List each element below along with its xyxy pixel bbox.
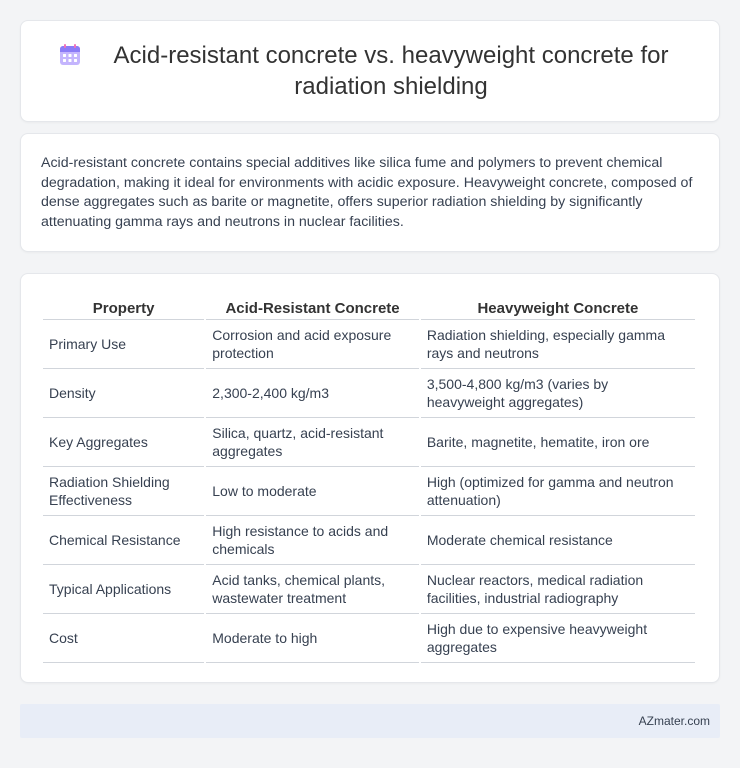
footer-bar — [20, 704, 720, 738]
cell-acid-resistant: Moderate to high — [206, 614, 419, 663]
cell-heavyweight: Radiation shielding, especially gamma rays and neutrons — [421, 320, 695, 369]
title-wrap — [59, 40, 681, 102]
cell-heavyweight: Nuclear reactors, medical radiation facilities, industrial radiography — [421, 565, 695, 614]
cell-acid-resistant: Silica, quartz, acid-resistant aggregates — [206, 418, 419, 467]
cell-acid-resistant: Corrosion and acid exposure protection — [206, 320, 419, 369]
cell-heavyweight: Barite, magnetite, hematite, iron ore — [421, 418, 695, 467]
table-row — [43, 467, 695, 516]
cell-property: Cost — [43, 614, 204, 663]
cell-acid-resistant: Low to moderate — [206, 467, 419, 516]
table-row — [43, 369, 695, 418]
cell-acid-resistant: Acid tanks, chemical plants, wastewater treatment — [206, 565, 419, 614]
header-property: Property — [43, 294, 204, 320]
cell-property: Typical Applications — [43, 565, 204, 614]
intro-card — [20, 133, 720, 252]
comparison-table — [41, 294, 697, 663]
table-header-row — [43, 294, 695, 320]
cell-property: Radiation Shielding Effectiveness — [43, 467, 204, 516]
calendar-grid-icon — [59, 44, 81, 66]
cell-acid-resistant: 2,300-2,400 kg/m3 — [206, 369, 419, 418]
header-acid-resistant: Acid-Resistant Concrete — [206, 294, 419, 320]
cell-heavyweight: High (optimized for gamma and neutron attenuation) — [421, 467, 695, 516]
table-row — [43, 516, 695, 565]
table-row — [43, 320, 695, 369]
cell-heavyweight: Moderate chemical resistance — [421, 516, 695, 565]
table-row — [43, 565, 695, 614]
cell-property: Chemical Resistance — [43, 516, 204, 565]
table-row — [43, 418, 695, 467]
cell-property: Primary Use — [43, 320, 204, 369]
cell-acid-resistant: High resistance to acids and chemicals — [206, 516, 419, 565]
comparison-table-card — [20, 273, 720, 683]
cell-property: Key Aggregates — [43, 418, 204, 467]
header-heavyweight: Heavyweight Concrete — [421, 294, 695, 320]
footer-brand: AZmater.com — [638, 714, 710, 728]
table-row — [43, 614, 695, 663]
cell-property: Density — [43, 369, 204, 418]
cell-heavyweight: 3,500-4,800 kg/m3 (varies by heavyweight aggregates) — [421, 369, 695, 418]
page-title: Acid-resistant concrete vs. heavyweight concrete for radiation shielding — [113, 42, 669, 100]
title-card — [20, 20, 720, 122]
cell-heavyweight: High due to expensive heavyweight aggregates — [421, 614, 695, 663]
intro-text: Acid-resistant concrete contains special additives like silica fume and polymers to prevent chemical degradation, making it ideal for environments with acidic exposure. Heavyweight concrete, composed of dense aggregates such as barite or magnetite, offers superior radiation shielding by significantly attenuating gamma rays and neutrons in nuclear facilities. — [41, 155, 693, 230]
